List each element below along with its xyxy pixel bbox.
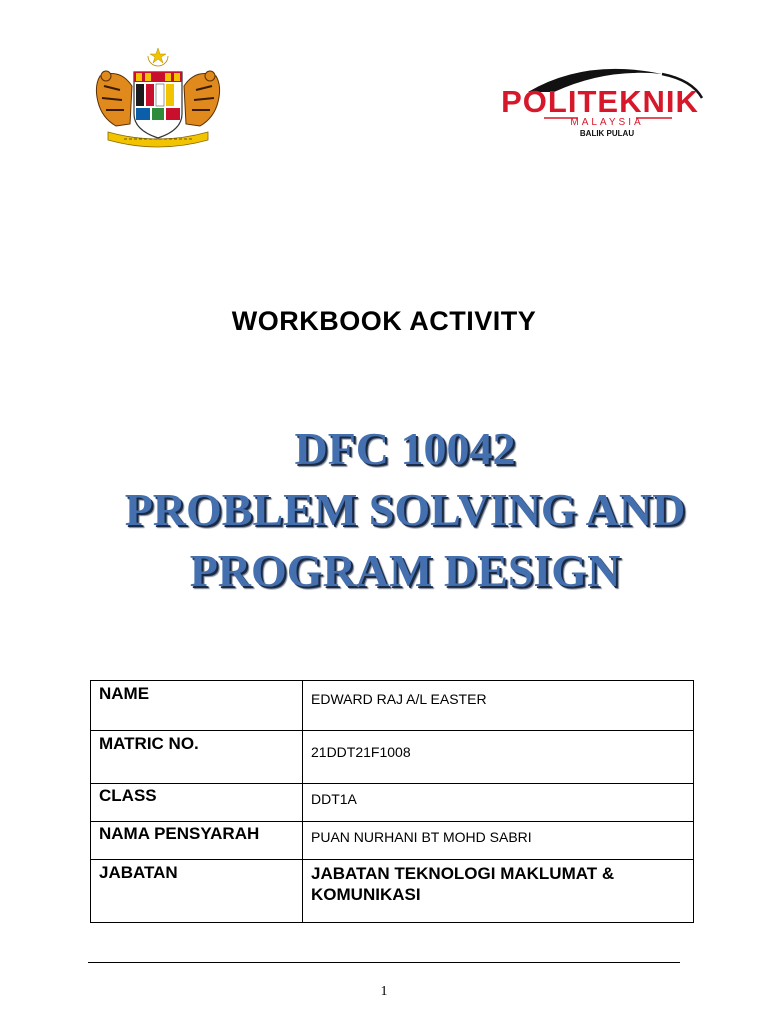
table-row [91, 731, 694, 784]
name-label: NAME [91, 681, 303, 731]
lecturer-value: PUAN NURHANI BT MOHD SABRI [303, 822, 694, 860]
coat-of-arms-logo [90, 46, 226, 150]
lecturer-label: NAMA PENSYARAH [91, 822, 303, 860]
course-code: DFC 10042 [294, 423, 516, 474]
workbook-heading [0, 306, 768, 337]
department-label: JABATAN [91, 860, 303, 923]
politeknik-subtitle: MALAYSIA [570, 117, 644, 128]
politeknik-campus: BALIK PULAU [579, 129, 635, 138]
matric-label: MATRIC NO. [91, 731, 303, 784]
table-row [91, 681, 694, 731]
department-value: JABATAN TEKNOLOGI MAKLUMAT & KOMUNIKASI [303, 860, 694, 923]
table-row [91, 784, 694, 822]
class-label: CLASS [91, 784, 303, 822]
student-info-table [90, 680, 694, 923]
class-value: DDT1A [303, 784, 694, 822]
footer-divider [88, 962, 680, 963]
course-title-line1: PROBLEM SOLVING AND [124, 484, 686, 535]
page-number: 1 [380, 984, 388, 999]
politeknik-wordmark: POLITEKNIK [501, 84, 699, 119]
name-value: EDWARD RAJ A/L EASTER [303, 681, 694, 731]
table-row [91, 822, 694, 860]
workbook-heading-text: WORKBOOK ACTIVITY [231, 306, 537, 336]
course-title [0, 418, 768, 601]
course-title-line2: PROGRAM DESIGN [189, 545, 621, 596]
table-row [91, 860, 694, 923]
politeknik-logo [466, 62, 734, 146]
matric-value: 21DDT21F1008 [303, 731, 694, 784]
